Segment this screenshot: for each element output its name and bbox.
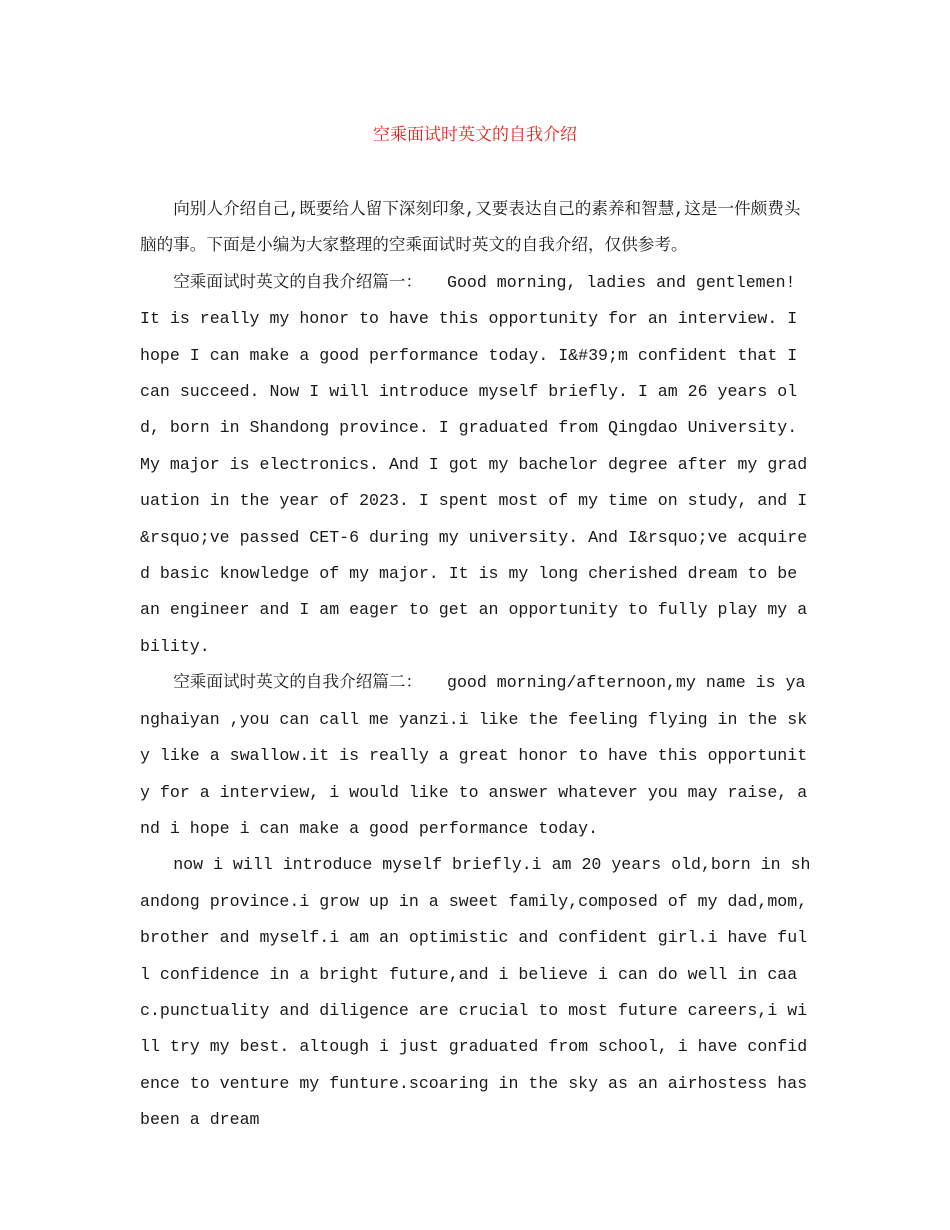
page-title: 空乘面试时英文的自我介绍 bbox=[373, 125, 577, 145]
document-body bbox=[140, 192, 812, 1139]
intro-part-two-continued-paragraph: now i will introduce myself briefly.i am 20 years old,born in shandong province.i grow up in a sweet family,composed of my dad,mom,brother and myself.i am an optimistic and confident girl.i have full confidence in a bright future,and i believe i can do well in caac.punctuality and diligence are crucial to most future careers,i will try my best. altough i just graduated from school, i have confidence to venture my funture.scoaring in the sky as an airhostess has been a dream bbox=[140, 855, 811, 1130]
intro-part-two-paragraph: 空乘面试时英文的自我介绍篇二： good morning/afternoon,my name is yanghaiyan ,you can call me yanzi.i like the feeling flying in the sky like a swallow.it is really a great honor to have this opportunity for a interview, i would like to answer whatever you may raise, and i hope i can make a good performance today. bbox=[140, 673, 808, 838]
intro-part-one-paragraph: 空乘面试时英文的自我介绍篇一： Good morning, ladies and gentlemen! It is really my honor to have this opportunity for an interview. I hope I can make a good performance today. I&#39;m confident that I can succeed. Now I will introduce myself briefly. I am 26 years old, born in Shandong province. I graduated from Qingdao University. My major is electronics. And I got my bachelor degree after my graduation in the year of 2023. I spent most of my time on study, and I&rsquo;ve passed CET-6 during my university. And I&rsquo;ve acquired basic knowledge of my major. It is my long cherished dream to be an engineer and I am eager to get an opportunity to fully play my ability. bbox=[140, 272, 808, 656]
intro-paragraph: 向别人介绍自己,既要给人留下深刻印象,又要表达自己的素养和智慧,这是一件颇费头脑的事。下面是小编为大家整理的空乘面试时英文的自我介绍，仅供参考。 bbox=[140, 200, 801, 256]
